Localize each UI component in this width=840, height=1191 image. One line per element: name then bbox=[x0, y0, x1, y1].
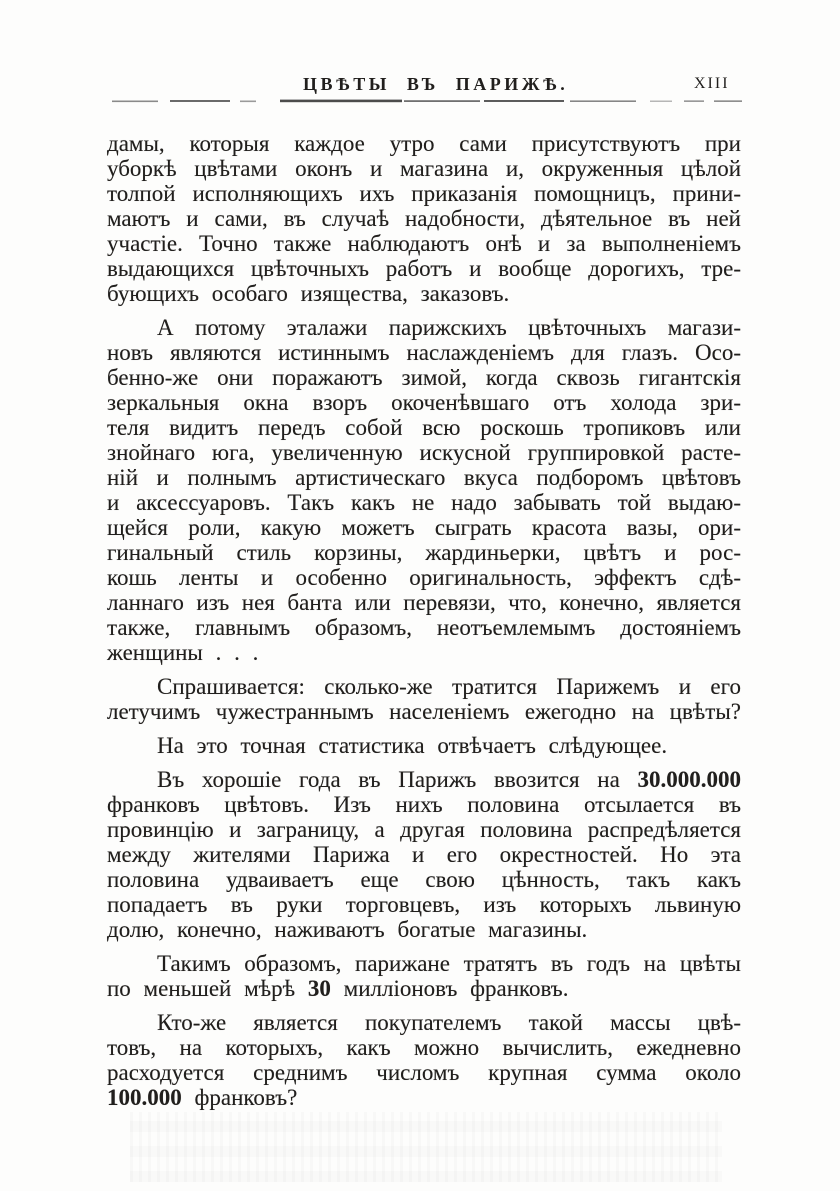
text-segment: щейся роли, какую можетъ сыграть красота вазы, ори- bbox=[107, 515, 741, 540]
text-line bbox=[107, 640, 741, 665]
emphasized-number: 30 bbox=[307, 976, 331, 1001]
emphasized-number: 30.000.000 bbox=[637, 767, 741, 792]
paragraph bbox=[107, 767, 741, 942]
text-segment: франковъ? bbox=[181, 1085, 298, 1110]
text-segment: провинцію и заграницу, а другая половина распредѣляется bbox=[107, 817, 741, 842]
text-line bbox=[107, 231, 741, 256]
emphasized-number: 100.000 bbox=[107, 1085, 182, 1110]
text-line bbox=[107, 256, 741, 281]
text-line bbox=[107, 515, 741, 540]
text-segment: ланнаго изъ нея банта или перевязи, что, конечно, является bbox=[107, 590, 741, 615]
text-line bbox=[107, 315, 741, 340]
text-segment: Спрашивается: сколько-же тратится Парижемъ и его bbox=[157, 674, 741, 699]
text-line bbox=[107, 699, 741, 724]
text-segment: теля видитъ передъ собой всю роскошь тропиковъ или bbox=[107, 415, 741, 440]
text-line bbox=[107, 733, 741, 758]
text-segment: Въ хорошіе года въ Парижъ ввозится на bbox=[157, 767, 638, 792]
paragraph bbox=[107, 733, 741, 758]
text-segment: франковъ цвѣтовъ. Изъ нихъ половина отсылается въ bbox=[107, 792, 741, 817]
text-line bbox=[107, 490, 741, 515]
text-segment: уборкѣ цвѣтами оконъ и магазина и, окруженныя цѣлой bbox=[107, 156, 741, 181]
text-segment: бующихъ особаго изящества, заказовъ. bbox=[107, 281, 510, 306]
text-segment: попадаетъ въ руки торговцевъ, изъ которыхъ львиную bbox=[107, 892, 741, 917]
header-rule bbox=[112, 98, 752, 104]
text-segment: А потому эталажи парижскихъ цвѣточныхъ магази- bbox=[157, 315, 741, 340]
text-line bbox=[107, 792, 741, 817]
text-line bbox=[107, 867, 741, 892]
text-line bbox=[107, 976, 741, 1001]
text-line bbox=[107, 817, 741, 842]
text-line bbox=[107, 565, 741, 590]
text-line bbox=[107, 156, 741, 181]
text-line bbox=[107, 540, 741, 565]
paragraph bbox=[107, 674, 741, 724]
text-segment: дамы, которыя каждое утро сами присутствуютъ при bbox=[107, 131, 741, 156]
text-block bbox=[107, 131, 741, 1110]
text-segment: зеркальныя окна взоръ окоченѣвшаго отъ холода зри- bbox=[107, 390, 741, 415]
text-segment: летучимъ чужестраннымъ населеніемъ ежегодно на цвѣты? bbox=[107, 699, 741, 724]
text-segment: половина удваиваетъ еще свою цѣнность, такъ какъ bbox=[107, 867, 741, 892]
text-line bbox=[107, 1085, 741, 1110]
text-segment: кошь ленты и особенно оригинальность, эффектъ сдѣ- bbox=[107, 565, 741, 590]
text-line bbox=[107, 131, 741, 156]
text-segment: бенно-же они поражаютъ зимой, когда сквозь гигантскія bbox=[107, 365, 741, 390]
text-line bbox=[107, 1010, 741, 1035]
text-segment: знойнаго юга, увеличенную искусной группировкой расте- bbox=[107, 440, 741, 465]
scan-bleed-artifact bbox=[130, 1112, 722, 1182]
running-header bbox=[0, 74, 840, 100]
text-line bbox=[107, 1060, 741, 1085]
text-line bbox=[107, 365, 741, 390]
text-segment: выдающихся цвѣточныхъ работъ и вообще дорогихъ, тре- bbox=[107, 256, 741, 281]
text-segment: толпой исполняющихъ ихъ приказанія помощницъ, прини- bbox=[107, 181, 741, 206]
paragraph bbox=[107, 1010, 741, 1110]
text-line bbox=[107, 281, 741, 306]
text-line bbox=[107, 917, 741, 942]
text-segment: Кто-же является покупателемъ такой массы цвѣ- bbox=[157, 1010, 741, 1035]
text-segment: ній и полнымъ артистическаго вкуса подборомъ цвѣтовъ bbox=[107, 465, 741, 490]
text-line bbox=[107, 1035, 741, 1060]
paragraph bbox=[107, 131, 741, 306]
text-line bbox=[107, 465, 741, 490]
text-line bbox=[107, 415, 741, 440]
text-line bbox=[107, 951, 741, 976]
text-segment: товъ, на которыхъ, какъ можно вычислить, ежедневно bbox=[107, 1035, 741, 1060]
running-title: ЦВѢТЫ ВЪ ПАРИЖѢ. bbox=[303, 74, 569, 94]
text-line bbox=[107, 440, 741, 465]
text-segment: Такимъ образомъ, парижане тратятъ въ годъ на цвѣты bbox=[157, 951, 741, 976]
paragraph bbox=[107, 315, 741, 665]
text-line bbox=[107, 390, 741, 415]
text-line bbox=[107, 892, 741, 917]
text-segment: На это точная статистика отвѣчаетъ слѣдующее. bbox=[157, 733, 668, 758]
text-line bbox=[107, 340, 741, 365]
text-segment: гинальный стиль корзины, жардиньерки, цвѣтъ и рос- bbox=[107, 540, 741, 565]
text-segment: участіе. Точно также наблюдаютъ онѣ и за выполненіемъ bbox=[107, 231, 741, 256]
text-segment: милліоновъ франковъ. bbox=[330, 976, 569, 1001]
text-line bbox=[107, 590, 741, 615]
text-line bbox=[107, 206, 741, 231]
text-line bbox=[107, 674, 741, 699]
text-segment: между жителями Парижа и его окрестностей. Но эта bbox=[107, 842, 741, 867]
paragraph bbox=[107, 951, 741, 1001]
text-segment: по меньшей мѣрѣ bbox=[107, 976, 308, 1001]
text-segment: долю, конечно, наживаютъ богатые магазины. bbox=[107, 917, 588, 942]
text-segment: маютъ и сами, въ случаѣ надобности, дѣятельное въ ней bbox=[107, 206, 741, 231]
text-segment: женщины . . . bbox=[107, 640, 259, 665]
text-segment: также, главнымъ образомъ, неотъемлемымъ достояніемъ bbox=[107, 615, 741, 640]
text-line bbox=[107, 615, 741, 640]
text-line bbox=[107, 842, 741, 867]
text-segment: и аксессуаровъ. Такъ какъ не надо забывать той выдаю- bbox=[107, 490, 741, 515]
text-segment: расходуется среднимъ числомъ крупная сумма около bbox=[107, 1060, 741, 1085]
text-line bbox=[107, 181, 741, 206]
text-line bbox=[107, 767, 741, 792]
text-segment: новъ являются истиннымъ наслажденіемъ для глазъ. Осо- bbox=[107, 340, 741, 365]
page-number: XIII bbox=[694, 75, 730, 92]
